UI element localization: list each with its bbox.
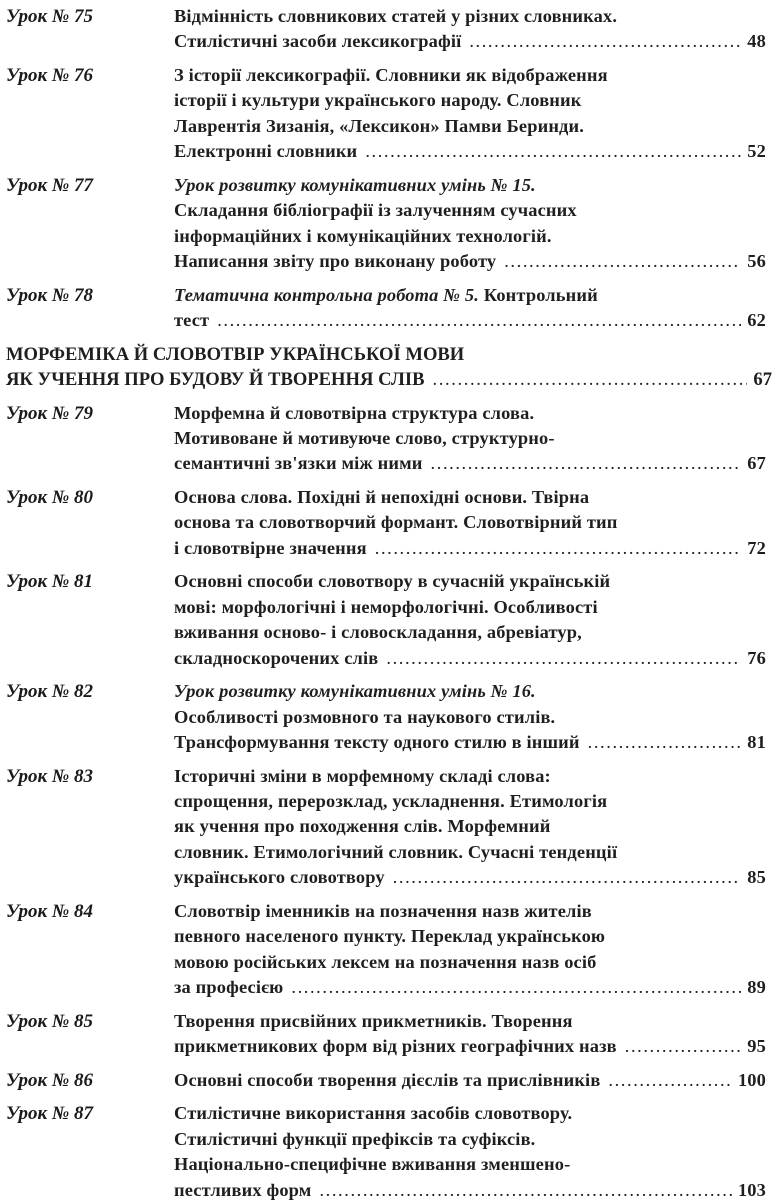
title-line: спрощення, перерозклад, ускладнення. Етимологія — [174, 791, 608, 812]
dot-leader — [504, 249, 741, 274]
title-last-line — [174, 975, 766, 1000]
title-line: мові: морфологічні і неморфологічні. Особливості — [174, 596, 598, 617]
lesson-number: Урок № 86 — [6, 1069, 93, 1091]
title-line: Стилістичні засоби лексикографії — [174, 31, 462, 52]
page-number[interactable]: 76 — [747, 647, 766, 668]
lesson-number: Урок № 80 — [6, 487, 93, 509]
lesson-number: Урок № 82 — [6, 681, 93, 703]
page-number[interactable]: 67 — [753, 369, 772, 391]
title-line: З історії лексикографії. Словники як відображення — [174, 65, 608, 85]
title-line: прикметникових форм від різних географічних назв — [174, 1036, 617, 1057]
dot-leader — [217, 308, 741, 333]
lesson-title — [174, 4, 766, 55]
title-line: Мотивоване й мотивуюче слово, структурно- — [174, 428, 555, 449]
title-line: історії і культури українського народу. Словник — [174, 90, 582, 111]
page-number[interactable]: 67 — [747, 453, 766, 474]
page-number[interactable]: 100 — [737, 1069, 766, 1090]
title-line: Електронні словники — [174, 141, 358, 162]
lesson-number: Урок № 79 — [6, 402, 93, 424]
lesson-number: Урок № 75 — [6, 6, 93, 27]
title-last-line — [174, 139, 766, 164]
page-number[interactable]: 89 — [747, 977, 766, 998]
lesson-title — [174, 679, 766, 755]
title-line: Основні способи словотвору в сучасній українській — [174, 571, 611, 592]
title-line: інформаційних і комунікаційних технологій. — [174, 225, 552, 246]
lesson-type: Тематична контрольна робота № 5. — [174, 284, 480, 305]
title-line: Основа слова. Похідні й непохідні основи. Твірна — [174, 487, 590, 508]
title-line — [174, 283, 766, 308]
title-line: Стилістичні функції префіксів та суфіксів. — [174, 1128, 536, 1149]
title-line: Стилістичне використання засобів словотвору. — [174, 1103, 573, 1124]
toc-entry-86[interactable] — [0, 1068, 774, 1093]
lesson-number: Урок № 83 — [6, 765, 93, 787]
title-line: Творення присвійних прикметників. Творення — [174, 1010, 573, 1031]
title-last-line — [174, 1178, 766, 1203]
title-line: вживання осново- і словоскладання, абревіатур, — [174, 622, 582, 643]
title-line: Національно-специфічне вживання зменшено- — [174, 1154, 571, 1175]
dot-leader — [431, 451, 742, 476]
dot-leader — [393, 865, 742, 890]
page-number[interactable]: 62 — [747, 310, 766, 331]
title-line: мовою російських лексем на позначення назв осіб — [174, 951, 597, 972]
page-number[interactable]: 81 — [747, 732, 766, 753]
lesson-type-line: Урок розвитку комунікативних умінь № 16. — [174, 681, 536, 702]
dot-leader — [625, 1034, 742, 1059]
toc-entry-79[interactable] — [0, 401, 774, 477]
lesson-number: Урок № 78 — [6, 284, 93, 306]
toc-entry-84[interactable] — [0, 899, 774, 1001]
dot-leader — [469, 29, 741, 54]
lesson-number: Урок № 85 — [6, 1010, 93, 1032]
title-last-line — [174, 730, 766, 755]
title-line: Морфемна й словотвірна структура слова. — [174, 402, 535, 423]
page-number[interactable]: 56 — [747, 251, 766, 272]
toc-entry-80[interactable] — [0, 485, 774, 561]
toc-entry-77[interactable] — [0, 173, 774, 275]
lesson-title — [174, 1009, 766, 1060]
title-line: Відмінність словникових статей у різних словниках. — [174, 6, 618, 26]
toc-entry-85[interactable] — [0, 1009, 774, 1060]
toc-entry-75[interactable] — [0, 4, 774, 55]
title-last-line — [174, 646, 766, 671]
title-line: пестливих форм — [174, 1179, 312, 1200]
lesson-number: Урок № 76 — [6, 65, 93, 86]
lesson-title — [174, 283, 766, 334]
title-line: Особливості розмовного та наукового стилів. — [174, 706, 556, 727]
lesson-title — [174, 569, 766, 671]
title-line: українського словотвору — [174, 867, 385, 888]
title-line: Історичні зміни в морфемному складі слова: — [174, 765, 551, 786]
dot-leader — [319, 1178, 732, 1203]
lesson-title — [174, 1068, 766, 1093]
title-line: Написання звіту про виконану роботу — [174, 251, 497, 272]
dot-leader — [386, 646, 741, 671]
toc-entry-87[interactable] — [0, 1101, 774, 1203]
title-last-line — [174, 1068, 766, 1093]
lesson-title — [174, 1101, 766, 1203]
page-number[interactable]: 72 — [747, 537, 766, 558]
lesson-title — [174, 485, 766, 561]
heading-line: ЯК УЧЕННЯ ПРО БУДОВУ Й ТВОРЕННЯ СЛІВ — [6, 369, 425, 391]
title-last-line — [174, 249, 766, 274]
lesson-title — [174, 401, 766, 477]
lesson-number: Урок № 87 — [6, 1103, 93, 1125]
title-line: семантичні зв'язки між ними — [174, 453, 423, 474]
dot-leader — [375, 536, 742, 561]
dot-leader — [608, 1068, 732, 1093]
title-line: основа та словотворчий формант. Словотвірний тип — [174, 512, 618, 533]
page-number[interactable]: 52 — [747, 141, 766, 162]
lesson-number: Урок № 81 — [6, 571, 93, 593]
title-line: Лаврентія Зизанія, «Лексикон» Памви Беринди. — [174, 115, 585, 136]
page-number[interactable]: 95 — [747, 1036, 766, 1057]
lesson-title — [174, 899, 766, 1001]
lesson-type-line: Урок розвитку комунікативних умінь № 15. — [174, 174, 536, 195]
title-last-line — [174, 865, 766, 890]
title-line: за професією — [174, 977, 284, 998]
lesson-title — [174, 63, 766, 165]
title-line: певного населеного пункту. Переклад українською — [174, 926, 606, 947]
lesson-title — [174, 173, 766, 275]
toc-entry-78[interactable] — [0, 283, 774, 334]
title-line: Словотвір іменників на позначення назв жителів — [174, 900, 592, 921]
dot-leader — [365, 139, 741, 164]
title-last-line — [174, 1034, 766, 1059]
lesson-number: Урок № 77 — [6, 174, 93, 196]
title-line: Основні способи творення дієслів та прислівників — [174, 1069, 601, 1090]
page-number[interactable]: 48 — [747, 31, 766, 52]
page-number[interactable]: 103 — [737, 1179, 766, 1200]
section-heading[interactable] — [0, 342, 772, 393]
title-last-line — [174, 451, 766, 476]
toc-entry-76[interactable] — [0, 63, 774, 165]
title-line: як учення про походження слів. Морфемний — [174, 816, 551, 837]
title-last-line — [174, 29, 766, 54]
lesson-number: Урок № 84 — [6, 900, 93, 922]
title-text: Контрольний — [479, 284, 598, 305]
dot-leader — [291, 975, 741, 1000]
title-line: складноскорочених слів — [174, 647, 379, 668]
title-line: Трансформування тексту одного стилю в інший — [174, 732, 580, 753]
toc-entry-83[interactable] — [0, 764, 774, 891]
heading-line: МОРФЕМІКА Й СЛОВОТВІР УКРАЇНСЬКОЇ МОВИ — [6, 343, 465, 365]
dot-leader — [433, 367, 748, 392]
heading-last-line — [6, 367, 772, 392]
title-last-line — [174, 536, 766, 561]
toc-entry-82[interactable] — [0, 679, 774, 755]
title-last-line — [174, 308, 766, 333]
title-line: словник. Етимологічний словник. Сучасні тенденції — [174, 841, 618, 862]
lesson-title — [174, 764, 766, 891]
title-line: Складання бібліографії із залученням сучасних — [174, 200, 577, 221]
dot-leader — [588, 730, 742, 755]
toc-entry-81[interactable] — [0, 569, 774, 671]
page-number[interactable]: 85 — [747, 867, 766, 888]
title-line: тест — [174, 310, 210, 331]
title-line: і словотвірне значення — [174, 537, 367, 558]
